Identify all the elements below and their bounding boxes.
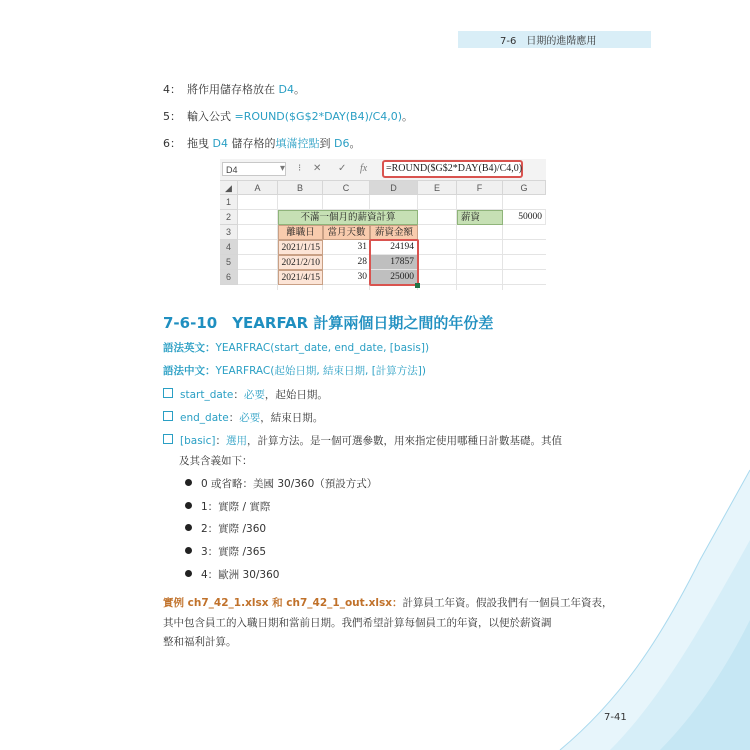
param-start-date xyxy=(163,387,328,402)
step-number: 6： xyxy=(163,137,181,150)
step-text: 將作用儲存格放在 xyxy=(187,83,279,96)
option-text: 1：實際 / 實際 xyxy=(201,501,271,513)
step-text: 輸入公式 xyxy=(187,110,235,123)
param-end-date xyxy=(163,410,323,425)
section-title: 7-6-10 YEARFAR 計算兩個日期之間的年份差 xyxy=(163,314,494,332)
column-header-b[interactable]: B xyxy=(278,181,323,195)
step-text-end: 。 xyxy=(402,110,414,123)
bullet-dot-icon xyxy=(185,570,192,577)
param-basic xyxy=(163,433,562,448)
fill-handle-term: 填滿控點 xyxy=(275,137,320,150)
cell-ref: D4 xyxy=(278,83,294,96)
param-desc: ，計算方法。是一個可選參數，用來指定使用哪種日計數基礎。其值 xyxy=(246,435,562,447)
param-requirement: 選用 xyxy=(225,435,247,447)
basis-option xyxy=(185,567,279,582)
param-basic-continuation: 及其含義如下： xyxy=(179,455,253,467)
column-header-a[interactable]: A xyxy=(238,181,278,195)
page-number: 7-41 xyxy=(604,712,627,723)
header-cell[interactable]: 離職日 xyxy=(278,225,323,240)
syntax-chinese-value: YEARFRAC(起始日期, 結束日期, [計算方法]) xyxy=(215,365,427,377)
table-cell[interactable]: 25000 xyxy=(370,270,418,285)
row-header-3[interactable]: 3 xyxy=(220,225,238,240)
select-all-corner[interactable]: ◢ xyxy=(220,181,238,195)
table-cell[interactable]: 24194 xyxy=(370,240,418,255)
param-requirement: 必要 xyxy=(239,412,261,424)
step-number: 4： xyxy=(163,83,181,96)
header-cell[interactable]: 當月天數 xyxy=(323,225,370,240)
step-text-end: 。 xyxy=(349,137,361,150)
column-header-c[interactable]: C xyxy=(323,181,370,195)
param-desc: ，結束日期。 xyxy=(260,412,324,424)
step-text-mid2: 到 xyxy=(319,137,334,150)
option-text: 2：實際 /360 xyxy=(201,523,267,535)
formula-bar xyxy=(220,159,546,181)
param-requirement: 必要 xyxy=(243,389,265,401)
table-cell[interactable]: 28 xyxy=(323,255,370,270)
syntax-chinese xyxy=(163,363,426,378)
chapter-header-title: 7-6 日期的進階應用 xyxy=(500,36,597,47)
example-paragraph-line-2: 其中包含員工的入職日期和當前日期。我們希望計算每個員工的年資，以便於薪資調 xyxy=(163,617,552,629)
table-cell[interactable]: 2021/2/10 xyxy=(278,255,323,270)
option-text: 4：歐洲 30/360 xyxy=(201,569,280,581)
syntax-english xyxy=(163,340,429,355)
cell-ref: D4 xyxy=(212,137,228,150)
column-header-f[interactable]: F xyxy=(457,181,503,195)
table-cell[interactable]: 2021/1/15 xyxy=(278,240,323,255)
basis-option xyxy=(185,476,377,491)
table-cell[interactable]: 2021/4/15 xyxy=(278,270,323,285)
step-text-mid: 儲存格的 xyxy=(227,137,276,150)
header-cell[interactable]: 薪資金額 xyxy=(370,225,418,240)
basis-option xyxy=(185,499,270,514)
syntax-english-label: 語法英文： xyxy=(163,342,216,354)
example-paragraph-line-1 xyxy=(163,595,613,610)
checkbox-bullet-icon xyxy=(163,388,173,398)
step-text: 拖曳 xyxy=(187,137,213,150)
row-header-4[interactable]: 4 xyxy=(220,240,238,255)
param-sep: ： xyxy=(228,412,240,424)
checkbox-bullet-icon xyxy=(163,411,173,421)
salary-label-cell[interactable]: 薪資 xyxy=(457,210,503,225)
spreadsheet-screenshot xyxy=(220,159,546,290)
example-paragraph-line-3: 整和福利計算。 xyxy=(163,636,237,648)
bullet-dot-icon xyxy=(185,479,192,486)
table-cell[interactable]: 31 xyxy=(323,240,370,255)
bullet-dot-icon xyxy=(185,524,192,531)
option-text: 0 或省略：美國 30/360（預設方式） xyxy=(201,478,378,490)
row-header-6[interactable]: 6 xyxy=(220,270,238,285)
param-name: [basic] xyxy=(180,435,216,447)
example-label: 實例 ch7_42_1.xlsx 和 ch7_42_1_out.xlsx： xyxy=(163,597,403,609)
row-header-5[interactable]: 5 xyxy=(220,255,238,270)
column-header-g[interactable]: G xyxy=(503,181,546,195)
menu-dots-icon: ⁝ xyxy=(298,163,302,174)
example-text: 計算員工年資。假設我們有一個員工年資表， xyxy=(402,597,613,609)
formula-text: =ROUND($G$2*DAY(B4)/C4,0) xyxy=(234,110,403,123)
param-name: end_date xyxy=(180,412,229,424)
param-desc: ，起始日期。 xyxy=(264,389,328,401)
table-cell[interactable]: 17857 xyxy=(370,255,418,270)
column-header-d[interactable]: D xyxy=(370,181,418,195)
step-text-end: 。 xyxy=(293,83,305,96)
basis-option xyxy=(185,521,266,536)
formula-input[interactable]: =ROUND($G$2*DAY(B4)/C4,0) xyxy=(382,160,523,178)
syntax-chinese-label: 語法中文： xyxy=(163,365,216,377)
param-sep: ： xyxy=(233,389,244,401)
row-header-1[interactable]: 1 xyxy=(220,195,238,210)
fill-handle[interactable] xyxy=(415,283,420,288)
row-header-2[interactable]: 2 xyxy=(220,210,238,225)
table-cell[interactable]: 30 xyxy=(323,270,370,285)
enter-icon[interactable]: ✓ xyxy=(338,163,347,174)
step-5 xyxy=(163,108,413,124)
step-number: 5： xyxy=(163,110,181,123)
name-box-dropdown-icon[interactable]: ▾ xyxy=(280,163,286,174)
fx-icon[interactable]: fx xyxy=(360,163,368,174)
step-4 xyxy=(163,81,305,97)
step-6 xyxy=(163,135,360,151)
name-box[interactable]: D4 xyxy=(222,162,286,176)
bullet-dot-icon xyxy=(185,547,192,554)
column-header-e[interactable]: E xyxy=(418,181,457,195)
cancel-icon[interactable]: ✕ xyxy=(313,163,322,174)
param-name: start_date xyxy=(180,389,234,401)
basis-option xyxy=(185,544,266,559)
cell-ref-end: D6 xyxy=(333,137,350,150)
param-sep: ： xyxy=(215,435,226,447)
salary-value-cell[interactable]: 50000 xyxy=(503,210,546,225)
checkbox-bullet-icon xyxy=(163,434,173,444)
option-text: 3：實際 /365 xyxy=(201,546,267,558)
syntax-english-value: YEARFRAC(start_date, end_date, [basis]) xyxy=(215,342,430,354)
highlight-box xyxy=(369,239,419,286)
table-title-cell[interactable]: 不滿一個月的薪資計算 xyxy=(278,210,418,225)
bullet-dot-icon xyxy=(185,502,192,509)
